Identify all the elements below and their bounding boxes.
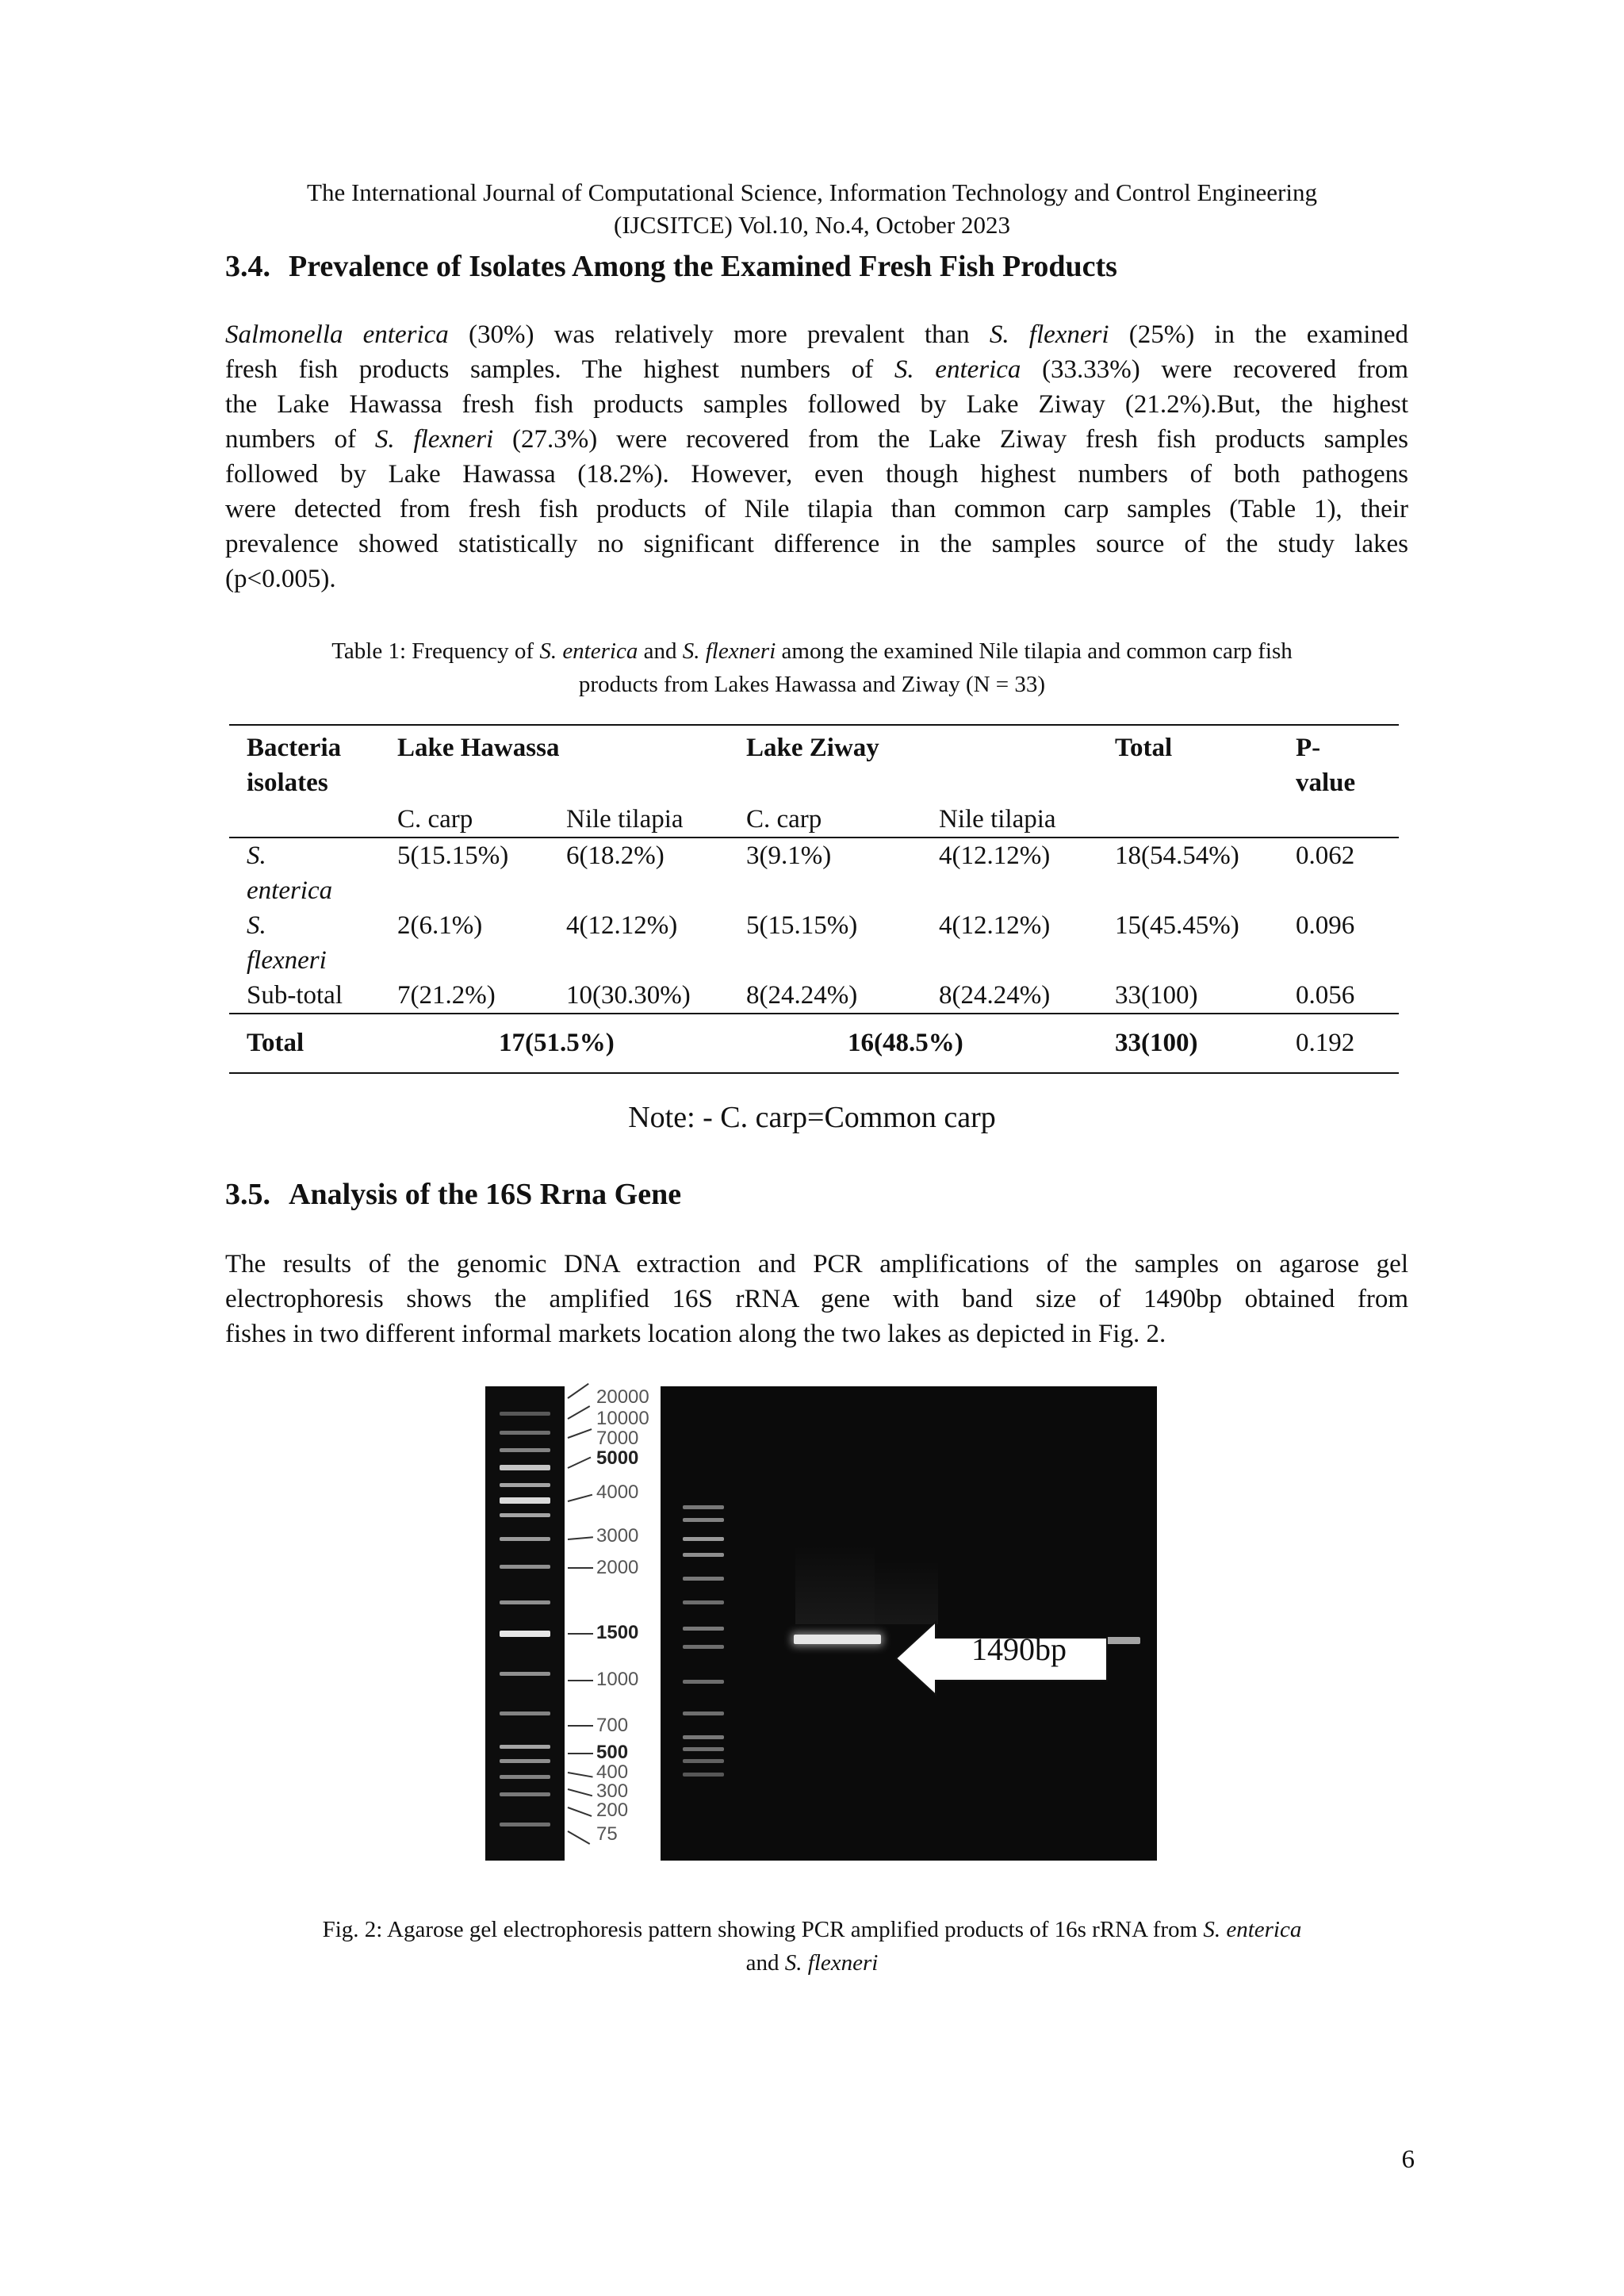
subheader-ccarp-ziway: C. carp: [746, 805, 822, 834]
ladder-band: [500, 1672, 550, 1676]
header-total: Total: [1115, 734, 1173, 762]
caption-species: S. enterica: [539, 638, 638, 664]
section-3-4-paragraph: [225, 317, 1408, 596]
marker-line: [568, 1536, 593, 1540]
gel-ladder-band: [683, 1735, 724, 1739]
caption-text: Fig. 2: Agarose gel electrophoresis pattern showing PCR amplified products of 16s rRNA from: [322, 1917, 1204, 1942]
gel-ladder-band: [683, 1773, 724, 1777]
gel-ladder-band: [683, 1505, 724, 1509]
gel-ladder-band: [683, 1518, 724, 1522]
cell-z-nile: 8(24.24%): [939, 981, 1051, 1010]
marker-label: 2000: [596, 1557, 639, 1578]
journal-header: [0, 176, 1624, 241]
marker-label: 4000: [596, 1481, 639, 1503]
paragraph-line: fresh fish products samples. The highest numbers of S. enterica (33.33%) were recovered from: [225, 355, 1409, 384]
marker-label: 400: [596, 1761, 629, 1783]
marker-label: 20000: [596, 1386, 649, 1408]
cell-h-ccarp: 7(21.2%): [397, 981, 496, 1010]
gel-ladder-band: [683, 1537, 724, 1541]
table-caption-line2: products from Lakes Hawassa and Ziway (N = 33): [578, 672, 1046, 697]
cell-z-ccarp: 8(24.24%): [746, 981, 858, 1010]
gel-ladder-band: [683, 1600, 724, 1604]
ladder-band: [500, 1412, 550, 1416]
marker-line: [568, 1567, 593, 1569]
ladder-band: [500, 1711, 550, 1715]
ladder-band: [500, 1792, 550, 1796]
cell-h-nile: 6(18.2%): [566, 841, 665, 870]
figure-caption-line1: [190, 1913, 1434, 1946]
gel-ladder-band: [683, 1553, 724, 1557]
ladder-band: [500, 1483, 550, 1487]
table-1: [229, 724, 1399, 1074]
marker-label: 200: [596, 1800, 629, 1821]
cell-z-ccarp: 3(9.1%): [746, 841, 832, 870]
figure-2-caption: [190, 1913, 1434, 1980]
table-note: Note: - C. carp=Common carp: [628, 1101, 996, 1134]
cell-h-nile: 10(30.30%): [566, 981, 691, 1010]
marker-label: 1500: [596, 1622, 639, 1643]
cell-p: 0.096: [1296, 911, 1355, 940]
journal-header-line2: (IJCSITCE) Vol.10, No.4, October 2023: [614, 211, 1010, 239]
marker-label: 3000: [596, 1525, 639, 1547]
marker-line: [568, 1772, 593, 1778]
marker-line: [568, 1753, 593, 1754]
ladder-band: [500, 1565, 550, 1569]
marker-label: 1000: [596, 1669, 639, 1690]
paragraph-line: fishes in two different informal markets location along the two lakes as depicted in Fig. 2.: [225, 1320, 1166, 1348]
marker-line: [568, 1680, 593, 1681]
caption-species: S. enterica: [1203, 1917, 1302, 1942]
cell-total-p: 0.192: [1296, 1029, 1355, 1057]
section-3-5-heading: [225, 1176, 681, 1213]
cell-h-ccarp: 5(15.15%): [397, 841, 509, 870]
paragraph-line: Salmonella enterica (30%) was relatively more prevalent than S. flexneri (25%) in the examined: [225, 320, 1409, 349]
caption-species: S. flexneri: [784, 1950, 879, 1976]
cell-p: 0.062: [1296, 841, 1355, 870]
ladder-band: [500, 1497, 550, 1504]
cell-total: 18(54.54%): [1115, 841, 1239, 870]
paragraph-line: numbers of S. flexneri (27.3%) were recovered from the Lake Ziway fresh fish products samples: [225, 425, 1408, 454]
paragraph-line: electrophoresis shows the amplified 16S rRNA gene with band size of 1490bp obtained from: [225, 1285, 1408, 1313]
table-1-caption: [190, 634, 1434, 701]
section-title: Analysis of the 16S Rrna Gene: [289, 1178, 682, 1211]
subheader-nile-hawassa: Nile tilapia: [566, 805, 684, 834]
header-isolates: isolates: [247, 769, 328, 797]
row-isolate-genus: S.: [247, 911, 266, 940]
row-isolate-species: enterica: [247, 876, 333, 905]
ladder-band: [500, 1448, 550, 1452]
row-total-label: Total: [247, 1029, 304, 1057]
caption-text: Table 1: Frequency of: [331, 638, 540, 664]
paragraph-line: The results of the genomic DNA extraction and PCR amplifications of the samples on agarose gel: [225, 1250, 1408, 1278]
gel-ladder-band: [683, 1645, 724, 1649]
gel-ladder-band: [683, 1759, 724, 1763]
marker-line: [568, 1494, 592, 1502]
marker-label: 700: [596, 1715, 629, 1736]
paragraph-line: followed by Lake Hawassa (18.2%). However, even though highest numbers of both pathogens: [225, 460, 1408, 489]
ladder-band: [500, 1759, 550, 1763]
gel-ladder-band: [683, 1711, 724, 1715]
ladder-band: [500, 1431, 550, 1435]
header-lake-hawassa: Lake Hawassa: [397, 734, 560, 762]
ladder-band: [500, 1631, 550, 1637]
ladder-band: [500, 1537, 550, 1541]
cell-z-nile: 4(12.12%): [939, 911, 1051, 940]
section-3-4-heading: [225, 248, 1117, 285]
marker-label: 75: [596, 1823, 618, 1845]
marker-line: [568, 1457, 592, 1469]
sample-band-1490bp: [794, 1635, 881, 1644]
table-caption-line1: [190, 634, 1434, 668]
section-3-5-paragraph: [225, 1247, 1408, 1351]
row-subtotal-label: Sub-total: [247, 981, 343, 1010]
cell-p: 0.056: [1296, 981, 1355, 1010]
table-rule: [229, 1013, 1399, 1014]
header-bacteria: Bacteria: [247, 734, 342, 762]
cell-total-total: 33(100): [1115, 1029, 1198, 1057]
band-size-label: 1490bp: [971, 1631, 1067, 1667]
gel-ladder-band: [683, 1577, 724, 1581]
cell-h-nile: 4(12.12%): [566, 911, 678, 940]
figure-caption-line2: [190, 1946, 1434, 1980]
marker-line: [568, 1633, 593, 1635]
marker-label: 500: [596, 1742, 629, 1763]
gel-ladder-band: [683, 1680, 724, 1684]
marker-line: [568, 1788, 592, 1796]
caption-text: and: [745, 1950, 785, 1976]
paragraph-line: were detected from fresh fish products of Nile tilapia than common carp samples (Table 1), their: [225, 495, 1408, 523]
cell-z-ccarp: 5(15.15%): [746, 911, 858, 940]
subheader-nile-ziway: Nile tilapia: [939, 805, 1056, 834]
marker-line: [568, 1428, 592, 1439]
header-lake-ziway: Lake Ziway: [746, 734, 879, 762]
gel-ladder-band: [683, 1747, 724, 1751]
row-isolate-genus: S.: [247, 841, 266, 870]
header-p: P-: [1296, 734, 1321, 762]
marker-line: [568, 1405, 591, 1420]
header-value: value: [1296, 769, 1356, 797]
marker-line: [568, 1807, 592, 1817]
lane-smear: [875, 1561, 938, 1624]
marker-label: 7000: [596, 1428, 639, 1449]
subheader-ccarp-hawassa: C. carp: [397, 805, 473, 834]
ladder-band: [500, 1513, 550, 1517]
gel-ladder-band: [683, 1627, 724, 1631]
caption-species: S. flexneri: [682, 638, 776, 664]
cell-total: 33(100): [1115, 981, 1198, 1010]
marker-line: [567, 1383, 588, 1399]
ladder-band: [500, 1745, 550, 1749]
section-title: Prevalence of Isolates Among the Examined Fresh Fish Products: [289, 250, 1117, 283]
section-number: 3.5.: [225, 1178, 270, 1211]
cell-h-ccarp: 2(6.1%): [397, 911, 483, 940]
ladder-band: [500, 1823, 550, 1826]
cell-total-ziway: 16(48.5%): [848, 1029, 963, 1057]
ladder-band: [500, 1600, 550, 1604]
marker-label: 10000: [596, 1408, 649, 1429]
paragraph-line: (p<0.005).: [225, 565, 336, 593]
marker-label: 300: [596, 1780, 629, 1802]
section-number: 3.4.: [225, 250, 270, 283]
journal-header-line1: The International Journal of Computational Science, Information Technology and Control Engineering: [307, 178, 1317, 206]
marker-line: [568, 1830, 591, 1845]
ladder-band: [500, 1775, 550, 1779]
paragraph-line: the Lake Hawassa fresh fish products samples followed by Lake Ziway (21.2%).But, the highest: [225, 390, 1408, 419]
marker-label: 5000: [596, 1447, 639, 1469]
cell-total: 15(45.45%): [1115, 911, 1239, 940]
ladder-band: [500, 1465, 550, 1470]
cell-total-hawassa: 17(51.5%): [499, 1029, 615, 1057]
page-number: 6: [1401, 2145, 1415, 2174]
caption-text: and: [638, 638, 683, 664]
row-isolate-species: flexneri: [247, 946, 327, 975]
caption-text: among the examined Nile tilapia and common carp fish: [776, 638, 1293, 664]
lane-smear: [795, 1545, 875, 1624]
gel-ladder-image: [485, 1386, 565, 1861]
cell-z-nile: 4(12.12%): [939, 841, 1051, 870]
paragraph-line: prevalence showed statistically no significant difference in the samples source of the study lakes: [225, 530, 1408, 558]
marker-line: [568, 1725, 593, 1727]
